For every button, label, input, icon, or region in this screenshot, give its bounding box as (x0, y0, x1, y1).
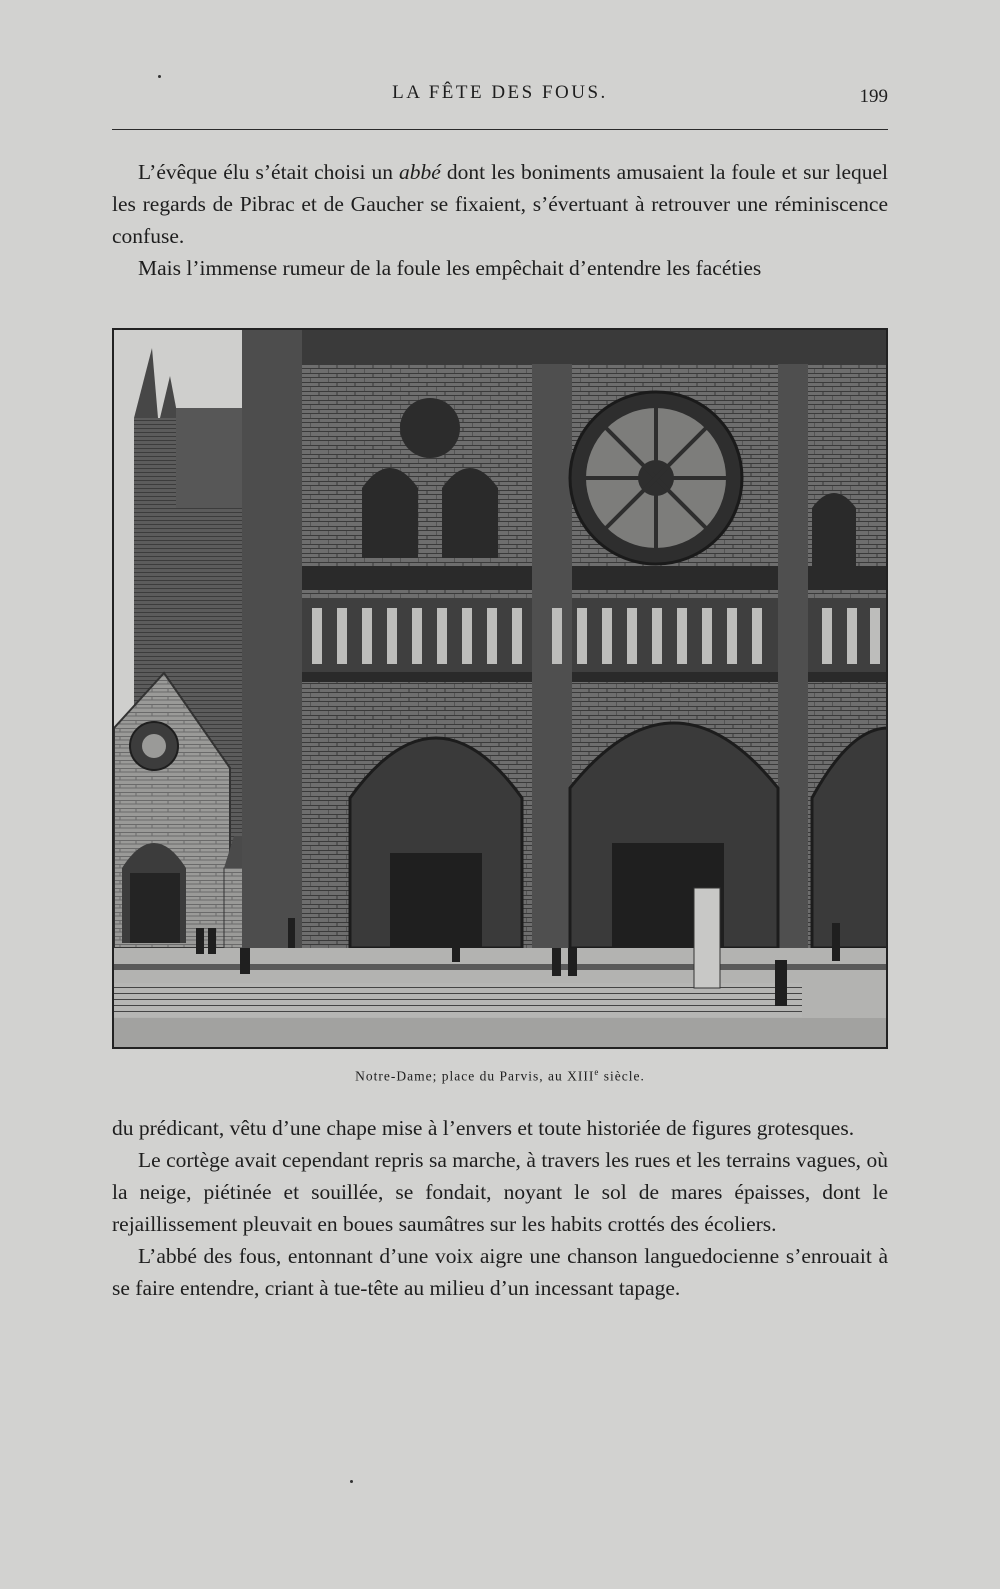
caption-text-end: siècle. (599, 1068, 645, 1084)
figure-caption (112, 1067, 888, 1085)
ink-speck (350, 1480, 353, 1483)
paragraph: Mais l’immense rumeur de la foule les empêchait d’entendre les facéties (138, 256, 762, 280)
caption-superscript: e (594, 1067, 600, 1077)
rose-window (570, 392, 742, 564)
paragraph: du prédicant, vêtu d’une chape mise à l’envers et toute historiée de figures grotesques. (112, 1116, 855, 1140)
header-rule (112, 129, 888, 130)
text-block-bottom (112, 1112, 888, 1304)
paragraph: L’abbé des fous, entonnant d’une voix aigre une chanson languedocienne s’enrouait à se faire entendre, criant à tue-tête au milieu d’un incessant tapage. (112, 1244, 888, 1300)
running-head (112, 82, 888, 112)
ink-speck (158, 75, 161, 78)
paragraph: Le cortège avait cependant repris sa marche, à travers les rues et les terrains vagues, où la neige, piétinée et souillée, se fondait, noyant le sol de mares épaisses, dont le rejaillissement pleuvait en boues saumâtres sur les habits crottés des écoliers. (112, 1148, 888, 1236)
text-block-top (112, 156, 888, 284)
cathedral-engraving (112, 328, 888, 1049)
caption-text: Notre-Dame; place du Parvis, au XIII (355, 1068, 595, 1084)
text-run: L’évêque élu s’était choisi un (138, 160, 400, 184)
italic-term: abbé (399, 160, 441, 184)
running-title: LA FÊTE DES FOUS. (392, 82, 608, 103)
text-run: dont les boniments amusaient la foule et sur lequel les regards de Pibrac et de Gaucher se fixaient, s’évertuant à retrouver une réminiscence confuse. (112, 160, 888, 248)
paragraph (112, 156, 888, 252)
page-number: 199 (859, 86, 888, 107)
